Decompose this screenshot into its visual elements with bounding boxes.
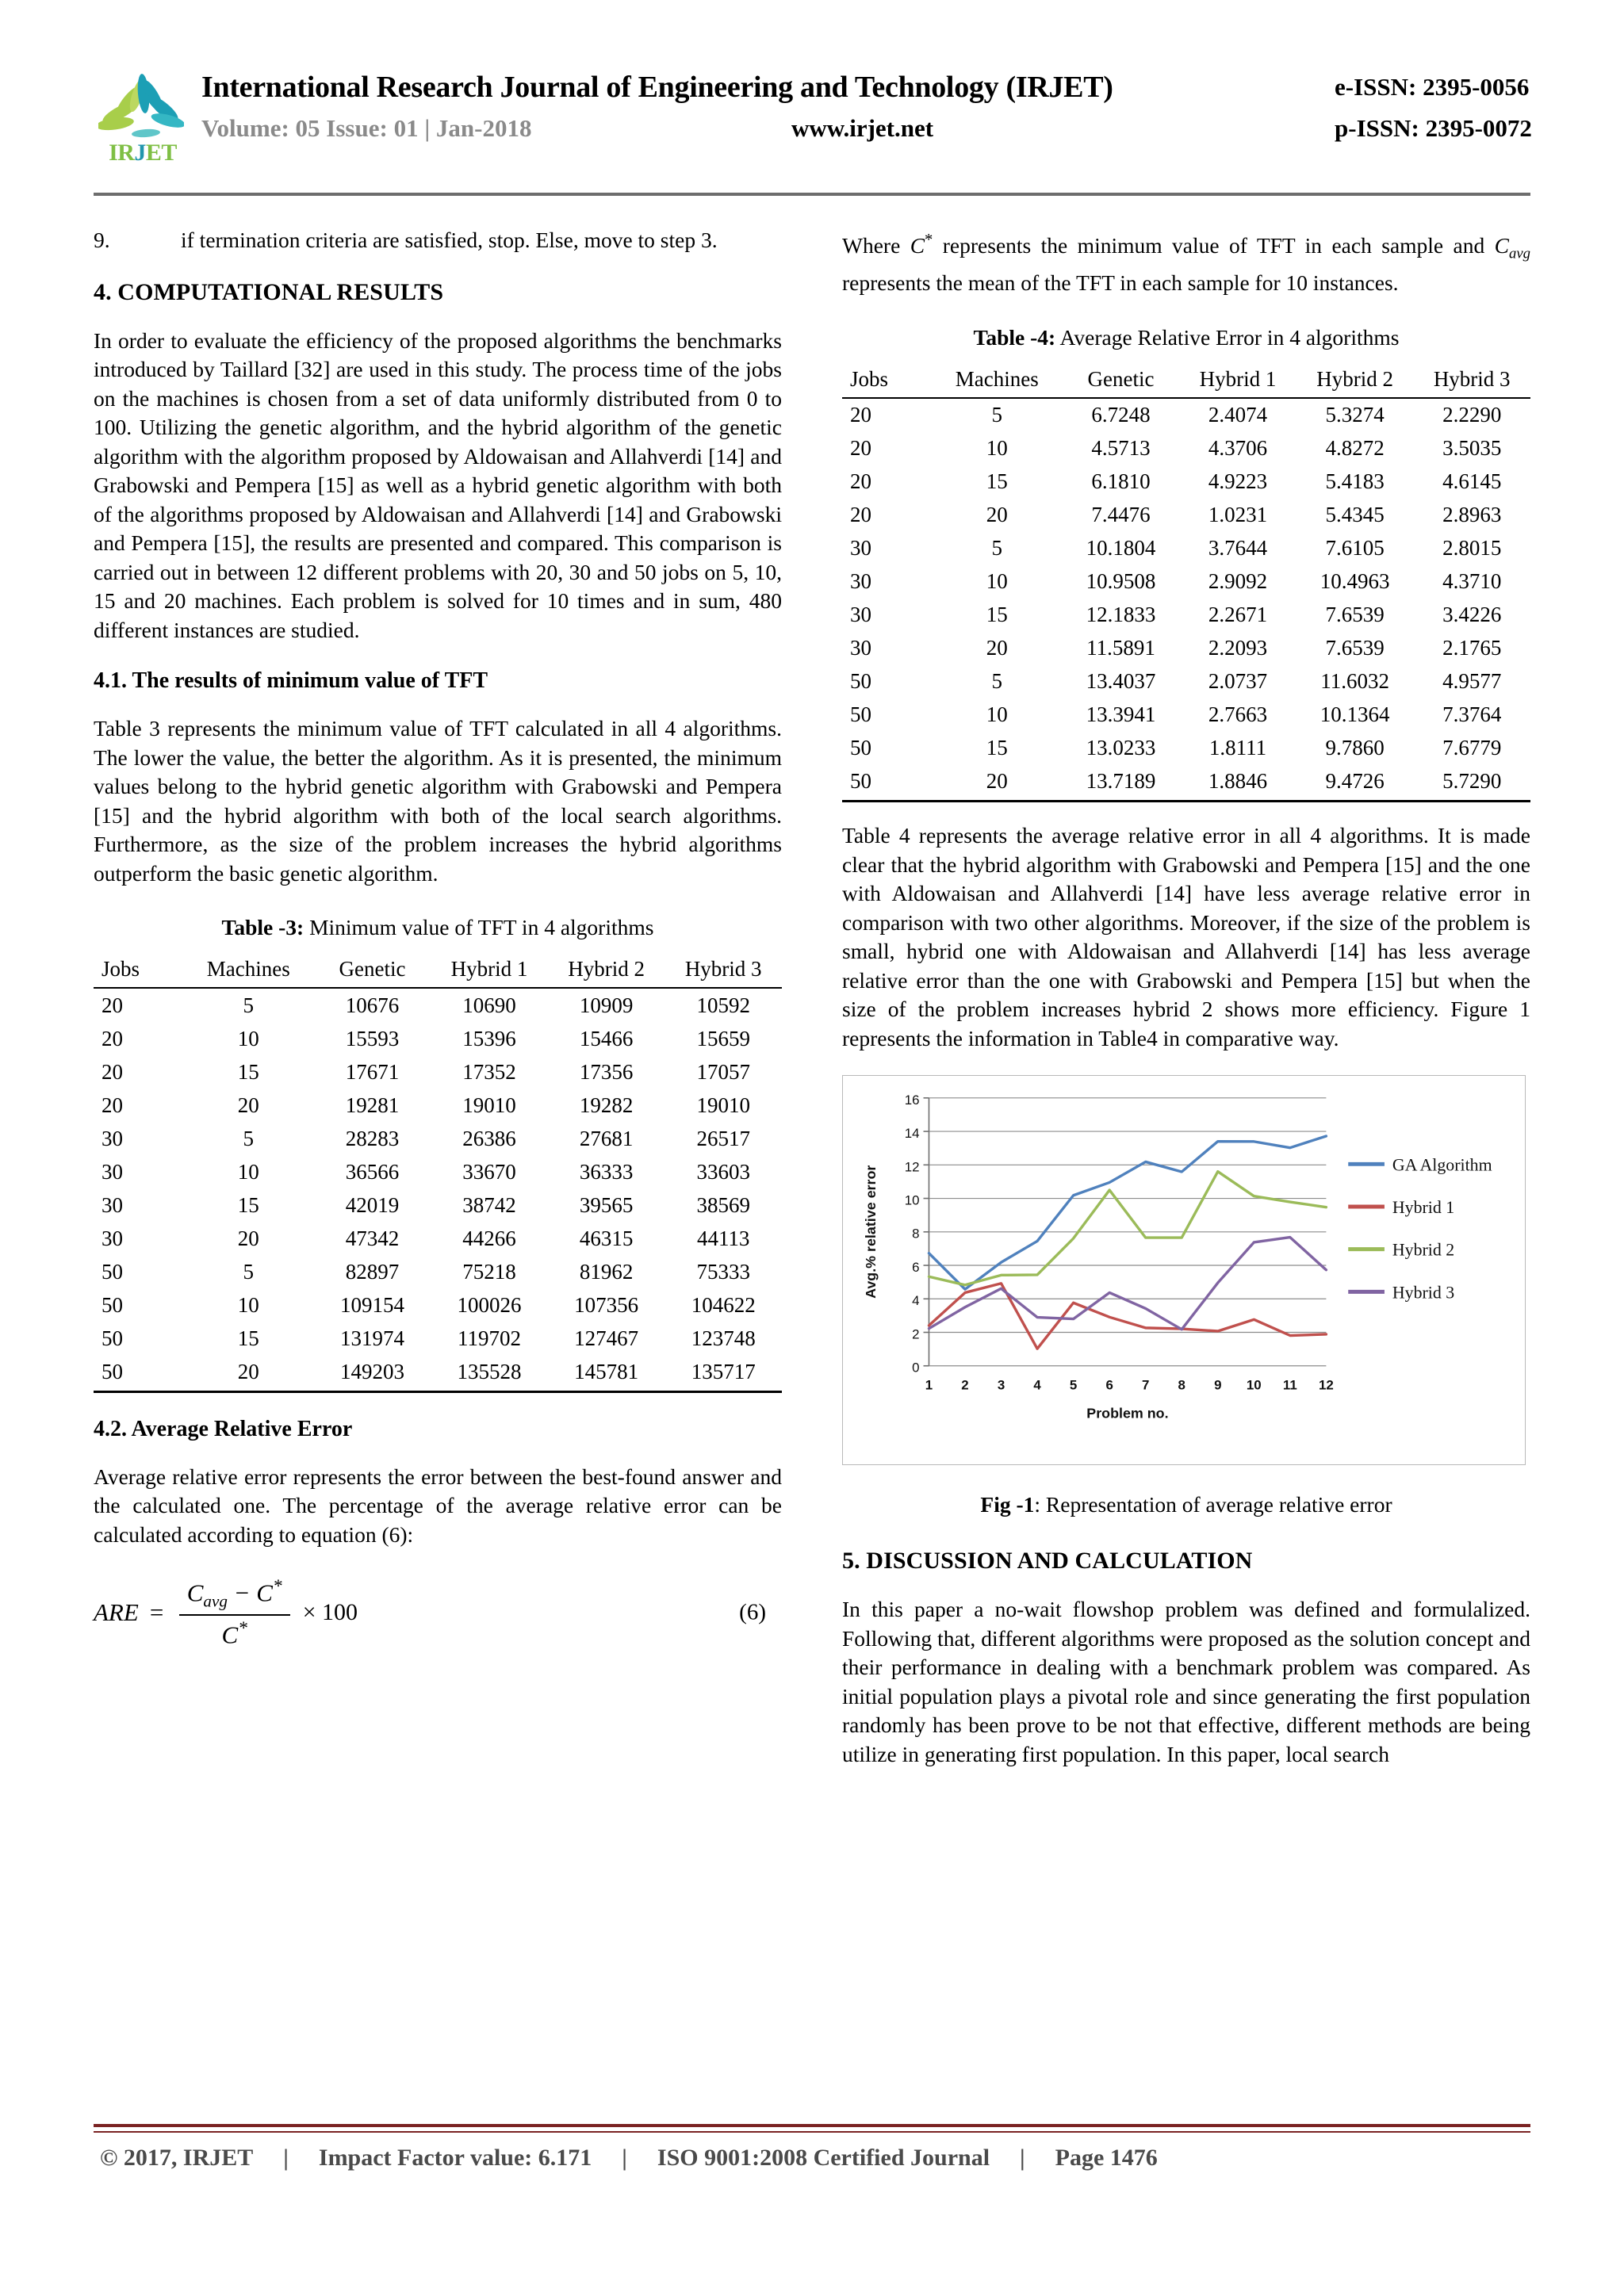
footer-iso-certification: ISO 9001:2008 Certified Journal — [657, 2145, 990, 2171]
symbol-c: C — [910, 233, 925, 258]
table-cell: 13.0233 — [1086, 736, 1156, 760]
table-cell: 4.5713 — [1091, 436, 1151, 461]
table-cell: 131974 — [340, 1326, 404, 1350]
y-axis-tick-label: 14 — [904, 1126, 920, 1142]
table-row — [842, 499, 1530, 532]
table-cell: 50 — [850, 702, 871, 727]
table-row — [94, 1055, 782, 1089]
table-3-body — [94, 988, 782, 1391]
table-cell: 10 — [237, 1026, 259, 1050]
paragraph-section-5: In this paper a no-wait flowshop problem was defined and formulalized. Following that, different algorithms were proposed as the solution concept and their performance in dealing with a benchmark problem was compared. As initial population plays a pivotal role and since generating the first population randomly has been prove to be not that effective, different methods are being utilize in generating first population. In this paper, local search — [842, 1597, 1530, 1766]
table-cell: 1.0231 — [1208, 503, 1268, 527]
table-cell: 9.7860 — [1325, 736, 1385, 760]
table-cell: 26517 — [696, 1126, 750, 1150]
table-cell: 15466 — [579, 1026, 634, 1050]
table-cell: 7.6539 — [1325, 636, 1385, 660]
column-header-genetic: Genetic — [1087, 366, 1155, 391]
table-row — [94, 1288, 782, 1322]
table-cell: 2.4074 — [1208, 403, 1268, 427]
footer-separator-2: | — [622, 2145, 627, 2171]
column-header-hybrid-2: Hybrid 2 — [568, 957, 645, 981]
table-row — [842, 632, 1530, 665]
table-cell: 149203 — [340, 1359, 404, 1383]
table-cell: 17057 — [696, 1059, 750, 1084]
numerator-c: C — [186, 1578, 204, 1607]
table-cell: 10.9508 — [1086, 569, 1156, 594]
table-cell: 50 — [102, 1326, 123, 1350]
table-row — [94, 988, 782, 1022]
table-cell: 17352 — [462, 1059, 516, 1084]
table-cell: 50 — [850, 769, 871, 794]
table-cell: 30 — [850, 603, 871, 627]
table-cell: 12.1833 — [1086, 603, 1156, 627]
e-issn: e-ISSN: 2395-0056 — [1335, 73, 1530, 101]
table-cell: 50 — [102, 1292, 123, 1317]
table-row — [842, 532, 1530, 565]
table-cell: 2.2093 — [1208, 636, 1268, 660]
x-axis-tick-label: 3 — [997, 1377, 1005, 1393]
symbol-cavg: C — [1494, 233, 1510, 258]
footer-separator-1: | — [283, 2145, 289, 2171]
table-cell: 6.1810 — [1091, 469, 1151, 494]
column-header-hybrid-1: Hybrid 1 — [1199, 366, 1277, 391]
x-axis-tick-label: 4 — [1033, 1377, 1041, 1393]
table-cell: 5 — [991, 669, 1003, 694]
table-row — [94, 1089, 782, 1122]
table-cell: 15593 — [345, 1026, 400, 1050]
table-cell: 13.7189 — [1086, 769, 1156, 794]
table-cell: 4.3710 — [1442, 569, 1502, 594]
table-row — [842, 398, 1530, 432]
table-cell: 5 — [243, 1259, 255, 1284]
table-cell: 20 — [102, 1093, 123, 1117]
table-cell: 5 — [243, 1126, 255, 1150]
table-cell: 10 — [986, 569, 1008, 594]
table-cell: 10676 — [345, 993, 400, 1017]
table-row — [94, 1155, 782, 1188]
equation-equals: = — [147, 1598, 165, 1627]
series-line-hybrid-1 — [929, 1284, 1326, 1349]
journal-website: www.irjet.net — [791, 114, 934, 142]
series-line-hybrid-3 — [929, 1238, 1326, 1330]
table-3-caption — [94, 915, 782, 940]
page-footer — [94, 2145, 1530, 2172]
table-cell: 50 — [102, 1359, 123, 1383]
table-cell: 15396 — [462, 1026, 516, 1050]
table-cell: 30 — [850, 569, 871, 594]
table-cell: 9.4726 — [1325, 769, 1385, 794]
right-column — [842, 226, 1530, 1789]
numerator-c2: C — [256, 1578, 273, 1607]
table-row — [842, 665, 1530, 698]
table-cell: 7.4476 — [1091, 503, 1151, 527]
table-4-caption — [842, 325, 1530, 350]
table-cell: 7.6539 — [1325, 603, 1385, 627]
table-cell: 20 — [102, 1059, 123, 1084]
table-cell: 7.6779 — [1442, 736, 1502, 760]
table-cell: 5.4183 — [1325, 469, 1385, 494]
footer-page-number: Page 1476 — [1055, 2145, 1158, 2171]
table-cell: 2.2671 — [1208, 603, 1268, 627]
table-cell: 44266 — [462, 1226, 516, 1250]
table-4-header-row — [842, 366, 1530, 398]
y-axis-tick-label: 2 — [912, 1326, 920, 1342]
y-axis-tick-label: 4 — [912, 1293, 920, 1309]
table-cell: 6.7248 — [1091, 403, 1151, 427]
table-cell: 10 — [237, 1292, 259, 1317]
symbol-cavg-sub: avg — [1509, 245, 1530, 262]
legend-label-hybrid-1: Hybrid 1 — [1392, 1198, 1455, 1218]
equation-denominator — [214, 1616, 255, 1649]
table-cell: 20 — [850, 469, 871, 494]
figure-1-caption-text: : Representation of average relative error — [1034, 1492, 1392, 1517]
heading-section-4-1: 4.1. The results of minimum value of TFT — [94, 668, 488, 693]
logo-text-j: J — [134, 140, 146, 166]
volume-issue-line: Volume: 05 Issue: 01 | Jan-2018 — [201, 114, 532, 142]
where-suffix: represents the mean of the TFT in each sample for 10 instances. — [842, 270, 1399, 296]
equation-fraction — [179, 1576, 290, 1649]
paragraph-where-definitions — [842, 226, 1530, 298]
table-row — [94, 1022, 782, 1055]
table-cell: 5 — [243, 993, 255, 1017]
table-cell: 20 — [850, 503, 871, 527]
table-cell: 20 — [986, 769, 1008, 794]
where-prefix: Where — [842, 233, 910, 258]
table-row — [94, 1222, 782, 1255]
table-cell: 135717 — [691, 1359, 756, 1383]
table-cell: 50 — [850, 669, 871, 694]
numerator-minus: − — [233, 1578, 251, 1607]
table-cell: 135528 — [457, 1359, 522, 1383]
equation-lhs: ARE — [94, 1598, 139, 1627]
table-cell: 50 — [850, 736, 871, 760]
table-cell: 10690 — [462, 993, 516, 1017]
table-row — [842, 465, 1530, 499]
table-cell: 17356 — [579, 1059, 634, 1084]
x-axis-label: Problem no. — [1086, 1405, 1169, 1422]
table-cell: 20 — [986, 503, 1008, 527]
table-cell: 39565 — [579, 1192, 634, 1217]
denominator-c: C — [221, 1621, 239, 1649]
column-header-hybrid-2: Hybrid 2 — [1316, 366, 1393, 391]
x-axis-tick-label: 7 — [1142, 1377, 1150, 1393]
equation-numerator — [179, 1576, 290, 1614]
table-4-head — [842, 366, 1530, 398]
table-cell: 30 — [850, 636, 871, 660]
table-cell: 5.7290 — [1442, 769, 1502, 794]
series-line-hybrid-2 — [929, 1172, 1326, 1285]
x-axis-tick-label: 1 — [925, 1377, 933, 1393]
table-cell: 36566 — [345, 1159, 400, 1184]
table-cell: 4.9577 — [1442, 669, 1502, 694]
table-cell: 5 — [991, 403, 1003, 427]
table-cell: 50 — [102, 1259, 123, 1284]
table-cell: 38569 — [696, 1192, 750, 1217]
table-cell: 82897 — [345, 1259, 400, 1284]
table-cell: 26386 — [462, 1126, 516, 1150]
table-row — [842, 565, 1530, 599]
x-axis-tick-label: 11 — [1282, 1377, 1297, 1393]
table-cell: 30 — [102, 1126, 123, 1150]
table-cell: 46315 — [579, 1226, 634, 1250]
table-3-caption-text: Minimum value of TFT in 4 algorithms — [304, 915, 654, 939]
table-3-header-row — [94, 956, 782, 988]
left-column — [94, 226, 782, 1665]
footer-divider-top — [94, 2124, 1530, 2127]
column-header-machines: Machines — [955, 366, 1039, 391]
table-row — [842, 698, 1530, 732]
table-cell: 107356 — [574, 1292, 639, 1317]
table-row — [842, 765, 1530, 802]
table-cell: 27681 — [579, 1126, 634, 1150]
denominator-star: * — [238, 1618, 247, 1640]
table-cell: 11.5891 — [1086, 636, 1155, 660]
table-cell: 1.8111 — [1208, 736, 1267, 760]
table-cell: 20 — [102, 1026, 123, 1050]
column-header-jobs: Jobs — [102, 957, 140, 981]
table-cell: 10 — [986, 702, 1008, 727]
table-cell: 5.3274 — [1325, 403, 1385, 427]
table-cell: 15 — [237, 1326, 259, 1350]
table-cell: 44113 — [696, 1226, 750, 1250]
column-header-genetic: Genetic — [339, 957, 406, 981]
figure-1-caption — [842, 1492, 1530, 1517]
table-cell: 30 — [102, 1192, 123, 1217]
table-cell: 15 — [986, 469, 1008, 494]
logo-wordmark — [98, 141, 187, 165]
table-cell: 42019 — [345, 1192, 400, 1217]
table-cell: 10592 — [696, 993, 750, 1017]
irjet-logo — [94, 71, 187, 173]
table-cell: 145781 — [574, 1359, 639, 1383]
line-chart — [843, 1076, 1524, 1464]
table-row — [94, 1322, 782, 1355]
table-3-head — [94, 956, 782, 988]
y-axis-tick-label: 10 — [904, 1192, 920, 1208]
paragraph-table-4-discussion: Table 4 represents the average relative error in all 4 algorithms. It is made clear that the hybrid algorithm with Grabowski and Pempera [15] and the one with Aldowaisan and Allahverdi [14] have less average relative error in comparison with two other algorithms. Moreover, if the size of the problem is small, hybrid one with Aldowaisan and Allahverdi [14] has less average relative error than the one with Grabowski and Pempera [15] but when the size of the problem increases hybrid 2 shows more efficiency. Figure 1 represents the information in Table4 in comparative way. — [842, 823, 1530, 1050]
table-cell: 15659 — [696, 1026, 750, 1050]
table-row — [94, 1255, 782, 1288]
table-cell: 2.9092 — [1208, 569, 1268, 594]
table-row — [94, 1122, 782, 1155]
where-middle: represents the minimum value of TFT in each sample and — [933, 233, 1495, 258]
table-cell: 127467 — [574, 1326, 639, 1350]
table-cell: 36333 — [579, 1159, 634, 1184]
table-cell: 19282 — [579, 1093, 634, 1117]
table-cell: 20 — [986, 636, 1008, 660]
table-row — [842, 599, 1530, 632]
x-axis-tick-label: 8 — [1178, 1377, 1185, 1393]
table-cell: 47342 — [345, 1226, 400, 1250]
table-cell: 30 — [102, 1226, 123, 1250]
table-cell: 30 — [850, 536, 871, 561]
table-cell: 2.7663 — [1208, 702, 1268, 727]
y-axis-tick-label: 8 — [912, 1226, 920, 1242]
table-cell: 75333 — [696, 1259, 750, 1284]
figure-1-chart — [842, 1075, 1526, 1465]
table-cell: 7.3764 — [1442, 702, 1502, 727]
legend-label-hybrid-2: Hybrid 2 — [1392, 1240, 1455, 1260]
table-cell: 5.4345 — [1325, 503, 1385, 527]
table-cell: 2.2290 — [1442, 403, 1502, 427]
numerator-c-sub: avg — [203, 1591, 228, 1611]
table-3-minimum-tft — [94, 956, 782, 1393]
y-axis-tick-label: 16 — [904, 1092, 920, 1108]
table-cell: 15 — [986, 736, 1008, 760]
table-cell: 10.4963 — [1320, 569, 1390, 594]
x-axis-tick-label: 10 — [1246, 1377, 1262, 1393]
table-cell: 3.5035 — [1442, 436, 1502, 461]
numerator-c2-star: * — [272, 1576, 282, 1597]
journal-masthead — [94, 65, 1530, 176]
table-cell: 33670 — [462, 1159, 516, 1184]
logo-text-et: ET — [145, 140, 177, 166]
heading-section-5: 5. DISCUSSION AND CALCULATION — [842, 1548, 1253, 1575]
table-cell: 4.3706 — [1208, 436, 1268, 461]
paragraph-section-4: In order to evaluate the efficiency of the proposed algorithms the benchmarks introduced by Taillard [32] are used in this study. The process time of the jobs on the machines is chosen from a set of data uniformly distributed from 0 to 100. Utilizing the genetic algorithm, and the hybrid algorithm of the genetic algorithm with the algorithm proposed by Aldowaisan and Allahverdi [14] and Grabowski and Pempera [15] as well as a hybrid genetic algorithm with both of the algorithms proposed by Aldowaisan and Allahverdi [14] and Grabowski and Pempera [15], the results are presented and compared. This comparison is carried out in between 12 different problems with 20, 30 and 50 jobs on 5, 10, 15 and 20 machines. Each problem is solved for 10 times and in sum, 480 different instances are studied. — [94, 327, 782, 642]
table-row — [94, 1188, 782, 1222]
journal-title: International Research Journal of Engineering and Technology (IRJET) — [201, 71, 1113, 104]
x-axis-tick-label: 2 — [961, 1377, 969, 1393]
table-3-caption-label: Table -3: — [221, 915, 304, 939]
table-cell: 1.8846 — [1208, 769, 1268, 794]
column-header-hybrid-1: Hybrid 1 — [450, 957, 528, 981]
table-cell: 100026 — [457, 1292, 522, 1317]
table-cell: 30 — [102, 1159, 123, 1184]
table-cell: 19010 — [696, 1093, 750, 1117]
table-4-body — [842, 398, 1530, 802]
x-axis-tick-label: 9 — [1214, 1377, 1222, 1393]
table-cell: 19010 — [462, 1093, 516, 1117]
table-cell: 10.1804 — [1086, 536, 1156, 561]
table-cell: 3.4226 — [1442, 603, 1502, 627]
table-cell: 20 — [850, 436, 871, 461]
table-4-average-relative-error — [842, 366, 1530, 803]
table-cell: 11.6032 — [1320, 669, 1389, 694]
table-cell: 4.6145 — [1442, 469, 1502, 494]
column-header-jobs: Jobs — [850, 366, 889, 391]
paragraph-section-4-1: Table 3 represents the minimum value of TFT calculated in all 4 algorithms. The lower the value, the better the algorithm. As it is presented, the minimum values belong to the hybrid genetic algorithm with Grabowski and Pempera [15] and the hybrid algorithm with both of the local search algorithms. Furthermore, as the size of the problem increases the hybrid algorithms outperform the basic genetic algorithm. — [94, 716, 782, 886]
table-cell: 2.0737 — [1208, 669, 1268, 694]
table-cell: 20 — [237, 1093, 259, 1117]
x-axis-tick-label: 12 — [1319, 1377, 1334, 1393]
p-issn: p-ISSN: 2395-0072 — [1335, 114, 1532, 142]
table-cell: 10 — [986, 436, 1008, 461]
table-cell: 28283 — [345, 1126, 400, 1150]
column-header-hybrid-3: Hybrid 3 — [684, 957, 762, 981]
table-row — [842, 432, 1530, 465]
table-cell: 3.7644 — [1208, 536, 1268, 561]
table-cell: 15 — [237, 1059, 259, 1084]
table-cell: 10.1364 — [1320, 702, 1390, 727]
table-cell: 20 — [237, 1359, 259, 1383]
y-axis-tick-label: 12 — [904, 1159, 920, 1175]
table-cell: 5 — [991, 536, 1003, 561]
table-cell: 20 — [237, 1226, 259, 1250]
table-cell: 33603 — [696, 1159, 750, 1184]
table-cell: 2.8015 — [1442, 536, 1502, 561]
heading-section-4: 4. COMPUTATIONAL RESULTS — [94, 278, 444, 305]
logo-fan-icon — [98, 71, 184, 144]
table-cell: 38742 — [462, 1192, 516, 1217]
table-cell: 15 — [986, 603, 1008, 627]
table-cell: 4.8272 — [1325, 436, 1385, 461]
paragraph-section-4-2: Average relative error represents the error between the best-found answer and the calculated one. The percentage of the average relative error can be calculated according to equation (6): — [94, 1464, 782, 1547]
table-cell: 123748 — [691, 1326, 756, 1350]
table-4-caption-text: Average Relative Error in 4 algorithms — [1055, 324, 1400, 350]
y-axis-tick-label: 0 — [912, 1360, 920, 1376]
footer-separator-3: | — [1020, 2145, 1025, 2171]
table-cell: 7.6105 — [1325, 536, 1385, 561]
footer-impact-factor: Impact Factor value: 6.171 — [318, 2145, 592, 2171]
equation-tail: × 100 — [302, 1599, 358, 1626]
table-row — [94, 1355, 782, 1391]
footer-divider-bottom — [94, 2131, 1530, 2133]
table-cell: 13.3941 — [1086, 702, 1156, 727]
x-axis-tick-label: 5 — [1069, 1377, 1078, 1393]
legend-label-hybrid-3: Hybrid 3 — [1392, 1283, 1455, 1303]
table-cell: 10 — [237, 1159, 259, 1184]
column-header-hybrid-3: Hybrid 3 — [1433, 366, 1511, 391]
step-text: if termination criteria are satisfied, stop. Else, move to step 3. — [181, 228, 718, 252]
table-cell: 4.9223 — [1208, 469, 1268, 494]
legend-label-ga-algorithm: GA Algorithm — [1392, 1155, 1492, 1175]
x-axis-tick-label: 6 — [1105, 1377, 1113, 1393]
table-cell: 10909 — [579, 993, 634, 1017]
table-cell: 119702 — [458, 1326, 522, 1350]
table-cell: 109154 — [340, 1292, 404, 1317]
table-cell: 81962 — [579, 1259, 634, 1284]
equation-6 — [94, 1576, 782, 1649]
header-divider — [94, 193, 1530, 196]
column-header-machines: Machines — [206, 957, 290, 981]
step-number: 9. — [94, 228, 110, 252]
table-cell: 19281 — [345, 1093, 400, 1117]
table-cell: 15 — [237, 1192, 259, 1217]
table-4-caption-label: Table -4: — [973, 324, 1056, 350]
table-cell: 2.8963 — [1442, 503, 1502, 527]
table-cell: 17671 — [345, 1059, 400, 1084]
symbol-c-star: * — [925, 232, 933, 249]
table-cell: 104622 — [691, 1292, 756, 1317]
list-item-step-9 — [94, 226, 782, 255]
y-axis-tick-label: 6 — [912, 1260, 920, 1276]
y-axis-label: Avg.% relative error — [862, 1165, 879, 1299]
table-cell: 2.1765 — [1442, 636, 1502, 660]
heading-section-4-2: 4.2. Average Relative Error — [94, 1416, 353, 1441]
table-cell: 13.4037 — [1086, 669, 1156, 694]
table-cell: 20 — [850, 403, 871, 427]
table-row — [842, 732, 1530, 765]
table-cell: 20 — [102, 993, 123, 1017]
footer-copyright: © 2017, IRJET — [100, 2145, 254, 2171]
figure-1-caption-label: Fig -1 — [980, 1492, 1035, 1517]
equation-number: (6) — [739, 1599, 766, 1625]
logo-text-ir: IR — [109, 140, 135, 166]
table-cell: 75218 — [462, 1259, 516, 1284]
